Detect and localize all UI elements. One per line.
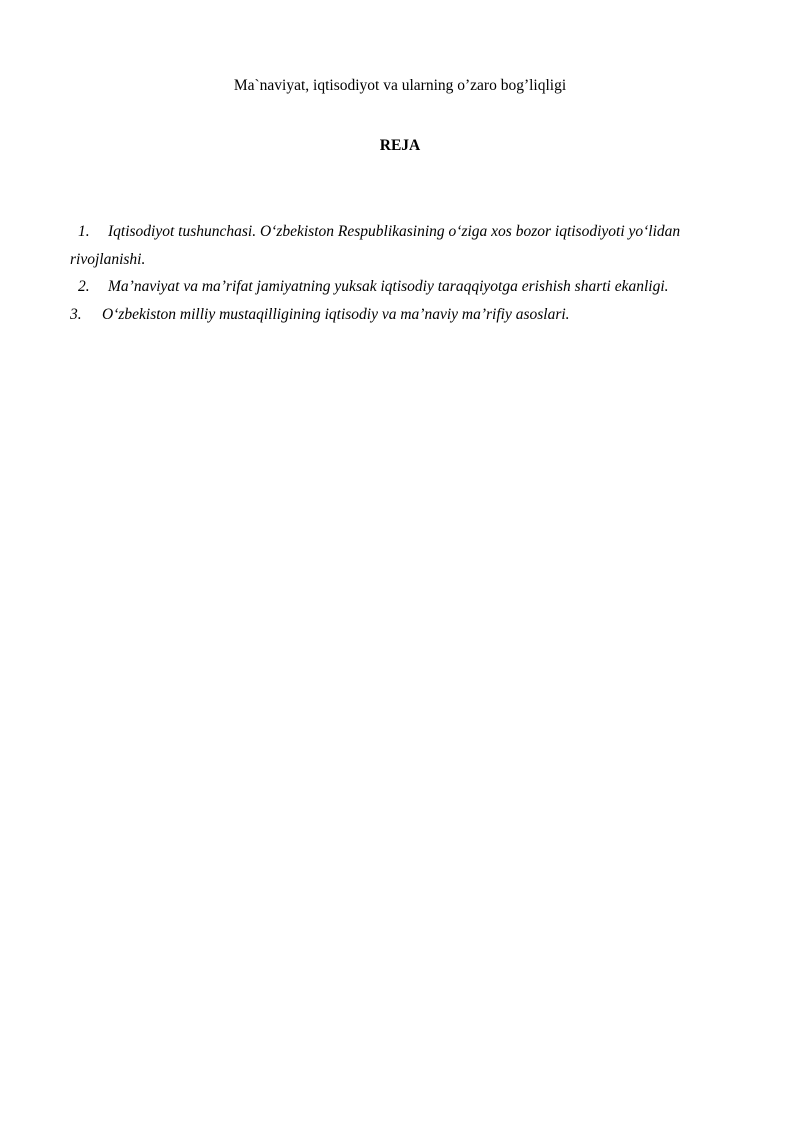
plan-item-1-continuation: rivojlanishi.: [70, 250, 146, 268]
plan-item-2-text: Ma’naviyat va ma’rifat jamiyatning yuksak iqtisodiy taraqqiyotga erishish sharti ekanligi.: [108, 278, 669, 295]
plan-item-2: [70, 273, 730, 301]
plan-item-2-number: 2.: [78, 278, 90, 295]
plan-item-3-text: O‘zbekiston milliy mustaqilligining iqtisodiy va ma’naviy ma’rifiy asoslari.: [102, 305, 570, 323]
plan-item-1-text: Iqtisodiyot tushunchasi. O‘zbekiston Respublikasining o‘ziga xos bozor iqtisodiyoti yo‘lidan: [108, 223, 681, 240]
plan-item-1-number: 1.: [78, 223, 90, 240]
plan-item-3-number: 3.: [70, 305, 82, 323]
plan-list: [70, 218, 730, 328]
document-title: Ma`naviyat, iqtisodiyot va ularning o’zaro bog’liqligi: [233, 77, 567, 94]
plan-item-1: [70, 218, 730, 246]
plan-item-3: [70, 301, 730, 329]
plan-heading: REJA: [379, 137, 421, 154]
